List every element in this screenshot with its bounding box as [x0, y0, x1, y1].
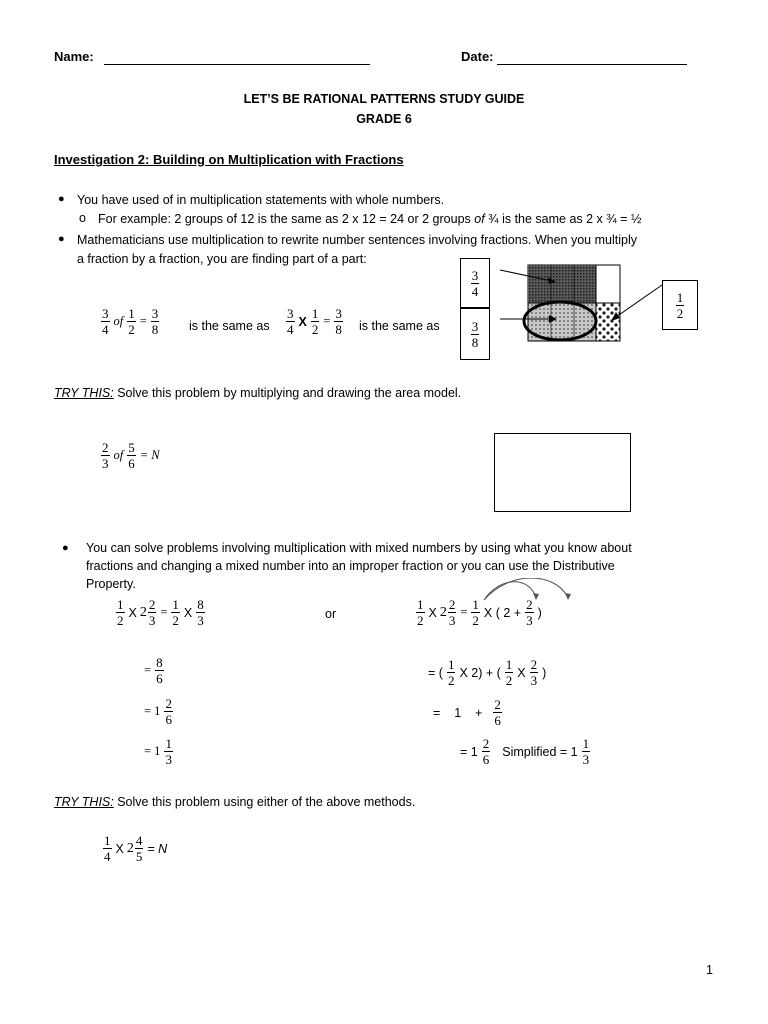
distributive-method: $\frac{1}{2}$ X 2 $\frac{2}{3}$ = $\frac{1}{2}$ X ( 2 + $\frac{2}{3}$ ) — [417, 597, 542, 628]
step-2: = 1 $\frac{2}{6}$ — [144, 696, 172, 727]
fraction: $\frac{1}{3}$ — [165, 736, 172, 767]
fraction: $\frac{2}{3}$ — [148, 597, 156, 628]
arrow-line — [616, 285, 662, 317]
fraction: $\frac{2}{3}$ — [526, 597, 533, 628]
try-this-2-equation: $\frac{1}{4}$ X 2 $\frac{4}{5}$ = N — [104, 833, 168, 864]
bullet-dot: ● — [58, 193, 65, 205]
date-label: Date: — [461, 49, 494, 64]
step-3: = 1 $\frac{1}{3}$ — [144, 736, 172, 767]
bullet-2-line1: Mathematicians use multiplication to rewrite number sentences involving fractions. When you multiply — [77, 233, 637, 247]
fraction: $\frac{3}{4}$ — [102, 306, 109, 337]
overlap-region — [528, 265, 596, 303]
fraction: $\frac{1}{3}$ — [582, 736, 590, 767]
answer-drawing-box[interactable] — [494, 433, 631, 512]
fraction: $\frac{3}{8}$ — [151, 306, 159, 337]
page-number: 1 — [706, 963, 713, 977]
try-this-1: TRY THIS: Solve this problem by multiplying and drawing the area model. — [54, 386, 462, 400]
fraction: $\frac{2}{6}$ — [482, 736, 490, 767]
fraction: $\frac{3}{4}$ — [287, 306, 294, 337]
same-as-text-1: is the same as — [189, 319, 270, 333]
bullet-dot: ● — [58, 233, 65, 245]
fraction: $\frac{2}{3}$ — [102, 440, 109, 471]
fraction: $\frac{4}{5}$ — [135, 833, 143, 864]
bullet-3-line3: Property. — [86, 577, 136, 591]
distributive-step-3: = 1 $\frac{2}{6}$ Simplified = 1 $\frac{1}{3}$ — [460, 736, 590, 767]
example-equation-2: $\frac{3}{4}$ X $\frac{1}{2}$ = $\frac{3}{8}$ — [287, 306, 342, 337]
fraction: $\frac{1}{4}$ — [104, 833, 111, 864]
label-box-one-half: $\frac{1}{2}$ — [662, 280, 698, 330]
bullet-3-line1: You can solve problems involving multiplication with mixed numbers by using what you know about — [86, 541, 632, 555]
label-box-three-fourths: $\frac{3}{4}$ — [460, 258, 490, 308]
fraction: $\frac{1}{2}$ — [417, 597, 424, 628]
distributive-step-2: = 1 + $\frac{2}{6}$ — [433, 697, 501, 728]
improper-fraction-method: $\frac{1}{2}$ X 2 $\frac{2}{3}$ = $\frac{1}{2}$ X $\frac{8}{3}$ — [117, 597, 204, 628]
half-region — [596, 303, 620, 341]
fraction: $\frac{2}{6}$ — [494, 697, 501, 728]
fraction: $\frac{1}{2}$ — [172, 597, 179, 628]
fraction: $\frac{1}{2}$ — [505, 657, 513, 688]
fraction: $\frac{5}{6}$ — [128, 440, 135, 471]
fraction: $\frac{8}{3}$ — [197, 597, 204, 628]
page-title: LET’S BE RATIONAL PATTERNS STUDY GUIDE — [243, 92, 525, 106]
area-model-diagram — [490, 255, 670, 355]
try-this-1-equation: $\frac{2}{3}$ of $\frac{5}{6}$ = N — [102, 440, 160, 471]
fraction: $\frac{1}{2}$ — [128, 306, 135, 337]
fraction: $\frac{1}{2}$ — [472, 597, 479, 628]
try-this-2: TRY THIS: Solve this problem using either of the above methods. — [54, 795, 416, 809]
page-subtitle: GRADE 6 — [356, 112, 412, 126]
name-label: Name: — [54, 49, 94, 64]
bullet-dot: ● — [62, 542, 69, 554]
name-field[interactable] — [104, 50, 370, 65]
or-text: or — [325, 607, 337, 621]
fraction: $\frac{8}{6}$ — [156, 655, 163, 686]
fraction: $\frac{2}{6}$ — [165, 696, 172, 727]
fraction: $\frac{1}{2}$ — [117, 597, 124, 628]
bullet-2-line2: a fraction by a fraction, you are finding part of a part: — [77, 252, 367, 266]
fraction: $\frac{2}{3}$ — [448, 597, 456, 628]
date-field[interactable] — [497, 50, 687, 65]
bullet-3-line2: fractions and changing a mixed number into an improper fraction or you can use the Distributive — [86, 559, 615, 573]
bullet-1-text: You have used of in multiplication statements with whole numbers. — [77, 193, 445, 207]
fraction: $\frac{3}{8}$ — [335, 306, 342, 337]
fraction: $\frac{1}{2}$ — [311, 306, 319, 337]
distributive-step-1: = ( $\frac{1}{2}$ X 2) + ( $\frac{1}{2}$ X $\frac{2}{3}$ ) — [428, 657, 547, 688]
investigation-heading: Investigation 2: Building on Multiplication with Fractions — [54, 152, 404, 167]
sub-bullet-text: For example: 2 groups of 12 is the same as 2 x 12 = 24 or 2 groups of ¾ is the same as 2 x ¾ = ½ — [98, 212, 642, 226]
label-box-three-eighths: $\frac{3}{8}$ — [460, 308, 490, 360]
fraction: $\frac{1}{2}$ — [447, 657, 455, 688]
step-1: = $\frac{8}{6}$ — [144, 655, 163, 686]
same-as-text-2: is the same as — [359, 319, 440, 333]
fraction: $\frac{2}{3}$ — [530, 657, 538, 688]
sub-bullet-marker: o — [79, 211, 86, 225]
example-equation: $\frac{3}{4}$ of $\frac{1}{2}$ = $\frac{3}{8}$ — [102, 306, 159, 337]
